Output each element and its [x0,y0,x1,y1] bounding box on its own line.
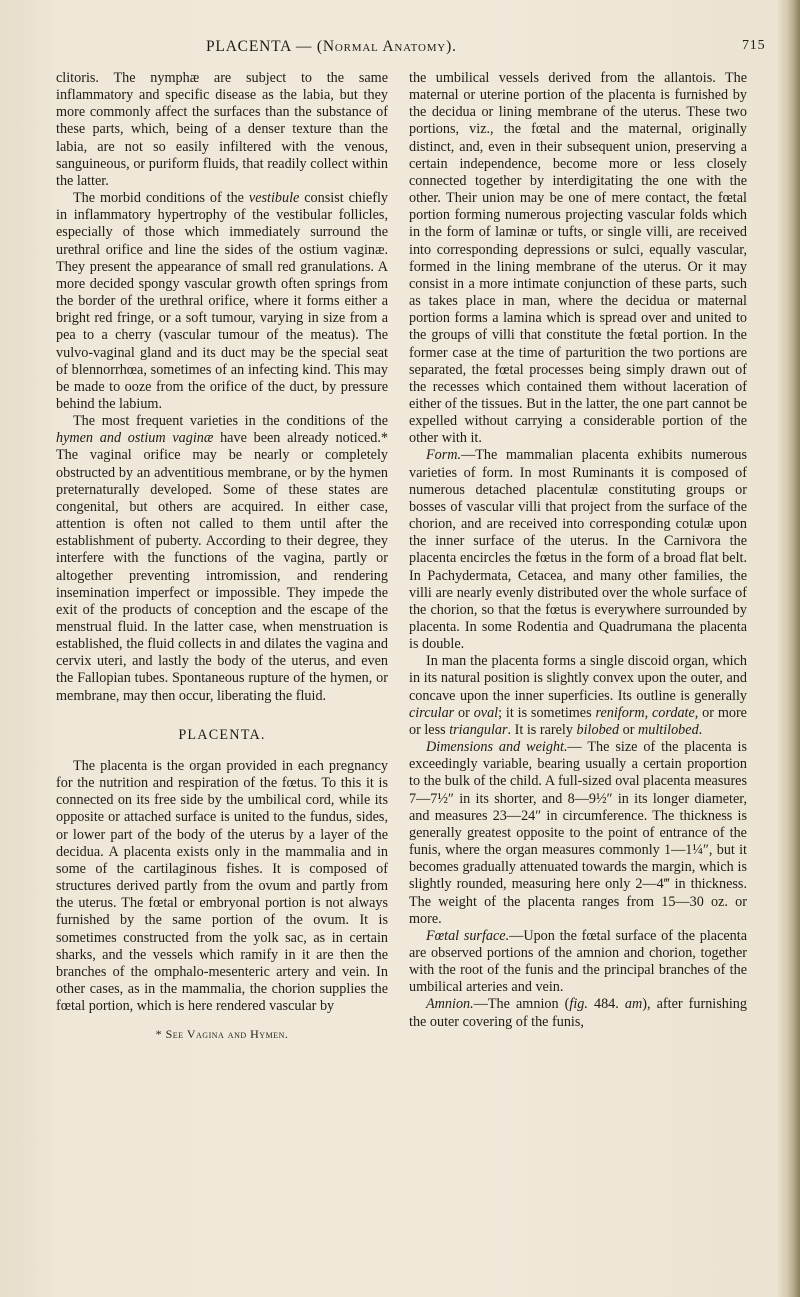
running-header [206,38,766,60]
paragraph: Amnion.—The amnion (fig. 484. am), after furnishing the outer covering of the funis, [409,996,747,1030]
section-heading: PLACENTA. [178,726,266,743]
paragraph: the umbilical vessels derived from the allantois. The maternal or uterine portion of the placenta is furnished by the decidua or lining membrane of the uterus. These two portions, viz., the fœtal and the maternal, originally distinct, and, even in their subsequent union, preserving a certain independence, become more or less closely connected together by interdigitating the one with the other. Their union may be one of mere contact, the fœtal portion forming numerous projecting vascular folds which in the form of laminæ or tufts, or single villi, are received into corresponding depressions or sulci, equally vascular, formed in the lining membrane of the uterus. Or it may consist in a more intimate conjunction of these parts, such as takes place in man, where the decidua or maternal portion forms a lamina which is spread over and united to the groups of villi that constitute the fœtal portion. In the former case at the time of parturition the two portions are separated, the fœtal processes being simply drawn out of the recesses which contained them without laceration of either of the tissues. But in the latter, the one part cannot be expelled without carrying a considerable portion of the other with it. [409,70,747,447]
header-title-section: Normal Anatomy [322,38,447,55]
paragraph: Dimensions and weight.— The size of the placenta is exceedingly variable, bearing usually a certain proportion to the bulk of the child. A full-sized oval placenta measures 7—7½″ in its shorter, and 8—9½″ in its longer diameter, and measures 23—24″ in circumference. The thickness is generally greatest opposite to the point of entrance of the funis, where the organ measures commonly 1—1¼″, but it becomes gradually attenuated towards the margin, which is slightly rounded, measuring here only 2—4‴ in thickness. The weight of the placenta ranges from 15—30 oz. or more. [409,739,748,927]
paragraph: The morbid conditions of the vestibule consist chiefly in inflammatory hypertrophy of the vestibular follicles, especially of those which immediately surround the urethral orifice and line the sides of the ostium vaginæ. They present the appearance of small red granulations. A more decided spongy vascular growth often springs from the border of the urethral orifice, where it forms either a bright red fringe, or a soft tumour, varying in size from a pea to a cherry (vascular tumour of the meatus). The vulvo-vaginal gland and its duct may be the special seat of blennorrhœa, sometimes of an infecting kind. This may be made to ooze from the orifice of the duct, by pressure behind the labium. [56,190,388,412]
page-number: 715 [742,38,766,53]
paragraph: The most frequent varieties in the conditions of the hymen and ostium vaginæ have been already noticed.* The vaginal orifice may be nearly or completely obstructed by an adventitious membrane, or by the hymen preternaturally developed. Some of these states are congenital, but others are acquired. In either case, attention is often not called to them until after the establishment of puberty. According to their degree, they interfere with the functions of the vagina, partly or altogether preventing intromission, and rendering insemination imperfect or impossible. They impede the exit of the products of conception and the escape of the menstrual fluid. In the latter case, when menstruation is established, the fluid collects in and dilates the vagina and cervix uteri, and lastly the body of the uterus, and even the Fallopian tubes. Spontaneous rupture of the hymen, or membrane, may then occur, liberating the fluid. [56,413,388,704]
paragraph: Form.—The mammalian placenta exhibits numerous varieties of form. In most Ruminants it is composed of numerous detached placentulæ constituting groups or bosses of vascular villi that project from the surface of the chorion, and are received into corresponding cotulæ upon the inner surface of the uterus. In the Carnivora the placenta encircles the fœtus in the form of a broad flat belt. In Pachydermata, Cetacea, and many other families, the villi are nearly evenly distributed over the whole surface of the chorion, so that the fœtus is everywhere surrounded by placenta. In some Rodentia and Quadrumana the placenta is double. [409,447,747,653]
left-column [56,70,388,1042]
page-edge [778,0,800,1297]
paragraph: clitoris. The nymphæ are subject to the same inflammatory and specific disease as the labia, but they more commonly affect the surfaces than the substance of these parts, which, being of a denser texture than the labia, are not so easily infiltered with the venous, sanguineous, or puriform fluids, that readily collect within the latter. [56,70,388,189]
paragraph: Fœtal surface.—Upon the fœtal surface of the placenta are observed portions of the amnion and chorion, together with the root of the funis and the principal branches of the umbilical arteries and vein. [409,927,747,996]
paragraph: In man the placenta forms a single discoid organ, which in its natural position is slightly convex upon the outer, and concave upon the inner superficies. Its outline is generally circular or oval; it is sometimes reniform, cordate, or more or less triangular. It is rarely bilobed or multilobed. [409,653,747,738]
header-title-suffix: ). [446,38,457,55]
paragraph: The placenta is the organ provided in each pregnancy for the nutrition and respiration of the fœtus. To this it is connected on its free side by the umbilical cord, while its opposite or attached surface is united to the fundus, sides, or lower part of the body of the uterus by a layer of the decidua. A placenta exists only in the mammalia and in some of the cartilaginous fishes. It is composed of structures derived partly from the ovum and partly from the uterus. The fœtal or embryonal portion is not always furnished by the same portion of the ovum. It is sometimes constructed from the yolk sac, as in certain sharks, and the vessels which ramify in it are then the branches of the omphalo-mesenteric artery and vein. In other cases, as in the mammalia, the chorion supplies the fœtal portion, which is here rendered vascular by [56,757,388,1015]
footnote: * See Vagina and Hymen. [155,1027,289,1042]
right-column [409,70,747,1031]
header-title-prefix: PLACENTA — ( [206,38,323,55]
